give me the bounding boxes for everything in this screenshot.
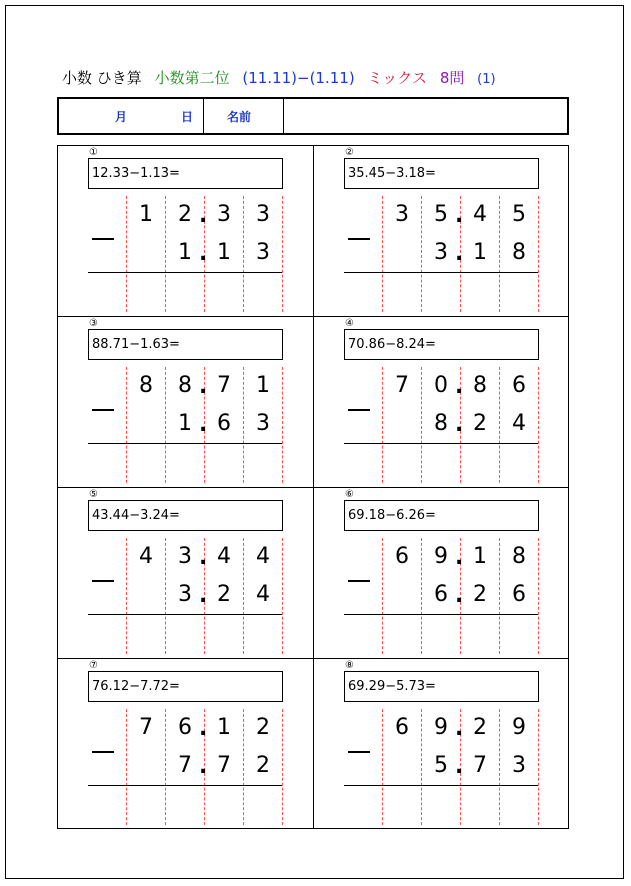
minuend-digit: 3 bbox=[178, 544, 192, 569]
column-guide-line bbox=[282, 367, 283, 483]
minuend-digit: 2 bbox=[178, 202, 192, 227]
problem-cell bbox=[314, 146, 569, 317]
minuend-digit: 1 bbox=[217, 715, 231, 740]
answer-rule bbox=[344, 614, 538, 615]
problem-number: ④ bbox=[345, 318, 354, 329]
subtrahend-digit: 1 bbox=[473, 240, 487, 265]
decimal-point: . bbox=[199, 203, 208, 228]
subtrahend-digit: 2 bbox=[256, 753, 270, 778]
subtrahend-digit: 2 bbox=[473, 582, 487, 607]
minus-sign bbox=[348, 751, 370, 753]
decimal-point: . bbox=[455, 241, 464, 266]
column-guide-line bbox=[538, 709, 539, 825]
minuend-digit: 1 bbox=[473, 544, 487, 569]
subtrahend-digit: 3 bbox=[178, 582, 192, 607]
problem-cell bbox=[58, 317, 313, 488]
decimal-point: . bbox=[199, 374, 208, 399]
minuend-digit: 8 bbox=[178, 373, 192, 398]
minus-sign bbox=[348, 409, 370, 411]
minuend-digit: 9 bbox=[434, 544, 448, 569]
decimal-point: . bbox=[455, 412, 464, 437]
decimal-point: . bbox=[455, 716, 464, 741]
subtrahend-digit: 5 bbox=[434, 753, 448, 778]
answer-rule bbox=[88, 272, 282, 273]
minuend-digit: 0 bbox=[434, 373, 448, 398]
minuend-digit: 8 bbox=[139, 373, 153, 398]
problem-expression: 76.12−7.72= bbox=[88, 671, 283, 702]
problem-expression: 69.29−5.73= bbox=[344, 671, 539, 702]
problem-number: ① bbox=[89, 147, 98, 158]
problem-expression: 35.45−3.18= bbox=[344, 158, 539, 189]
decimal-point: . bbox=[455, 374, 464, 399]
subtrahend-digit: 7 bbox=[217, 753, 231, 778]
minuend-digit: 6 bbox=[512, 373, 526, 398]
month-label: 月 bbox=[115, 110, 128, 124]
column-guide-line bbox=[538, 196, 539, 312]
minuend-digit: 2 bbox=[256, 715, 270, 740]
header-divider bbox=[203, 99, 204, 133]
subtrahend-digit: 3 bbox=[256, 240, 270, 265]
minuend-digit: 7 bbox=[217, 373, 231, 398]
minuend-digit: 1 bbox=[139, 202, 153, 227]
problem-expression: 12.33−1.13= bbox=[88, 158, 283, 189]
subtrahend-digit: 2 bbox=[473, 411, 487, 436]
title-count: 8問 bbox=[439, 69, 465, 87]
decimal-point: . bbox=[199, 412, 208, 437]
minuend-digit: 4 bbox=[139, 544, 153, 569]
problem-number: ③ bbox=[89, 318, 98, 329]
minuend-digit: 4 bbox=[473, 202, 487, 227]
title-range: (11.11)−(1.11) bbox=[242, 69, 355, 87]
column-guide-line bbox=[538, 538, 539, 654]
decimal-point: . bbox=[199, 754, 208, 779]
subtrahend-digit: 3 bbox=[434, 240, 448, 265]
column-guide-line bbox=[282, 196, 283, 312]
subtrahend-digit: 1 bbox=[178, 240, 192, 265]
day-label: 日 bbox=[181, 110, 194, 124]
problem-cell bbox=[314, 317, 569, 488]
minuend-digit: 6 bbox=[395, 544, 409, 569]
minuend-digit: 8 bbox=[473, 373, 487, 398]
minuend-digit: 2 bbox=[473, 715, 487, 740]
subtrahend-digit: 1 bbox=[178, 411, 192, 436]
answer-rule bbox=[344, 272, 538, 273]
minuend-digit: 1 bbox=[256, 373, 270, 398]
problem-cell bbox=[58, 146, 313, 317]
column-guide-line bbox=[282, 709, 283, 825]
minuend-digit: 7 bbox=[395, 373, 409, 398]
minus-sign bbox=[348, 238, 370, 240]
problem-number: ⑦ bbox=[89, 660, 98, 671]
subtrahend-digit: 3 bbox=[512, 753, 526, 778]
answer-rule bbox=[344, 443, 538, 444]
minuend-digit: 9 bbox=[512, 715, 526, 740]
minus-sign bbox=[92, 409, 114, 411]
column-guide-line bbox=[282, 538, 283, 654]
decimal-point: . bbox=[455, 754, 464, 779]
answer-rule bbox=[344, 785, 538, 786]
decimal-point: . bbox=[199, 241, 208, 266]
subtrahend-digit: 6 bbox=[512, 582, 526, 607]
header-divider bbox=[283, 99, 284, 133]
minuend-digit: 3 bbox=[217, 202, 231, 227]
subtrahend-digit: 4 bbox=[512, 411, 526, 436]
title-level: 小数第二位 bbox=[154, 69, 230, 87]
problem-number: ② bbox=[345, 147, 354, 158]
minuend-digit: 6 bbox=[395, 715, 409, 740]
problem-cell bbox=[314, 659, 569, 830]
problem-cell bbox=[58, 659, 313, 830]
minuend-digit: 7 bbox=[139, 715, 153, 740]
name-label: 名前 bbox=[227, 110, 252, 124]
problems-grid bbox=[57, 145, 569, 829]
subtrahend-digit: 6 bbox=[217, 411, 231, 436]
problem-number: ⑧ bbox=[345, 660, 354, 671]
subtrahend-digit: 4 bbox=[256, 582, 270, 607]
subtrahend-digit: 8 bbox=[512, 240, 526, 265]
subtrahend-digit: 1 bbox=[217, 240, 231, 265]
minuend-digit: 6 bbox=[178, 715, 192, 740]
problem-expression: 88.71−1.63= bbox=[88, 329, 283, 360]
subtrahend-digit: 7 bbox=[473, 753, 487, 778]
problem-number: ⑥ bbox=[345, 489, 354, 500]
subtrahend-digit: 6 bbox=[434, 582, 448, 607]
minus-sign bbox=[92, 580, 114, 582]
title-mix: ミックス bbox=[367, 69, 428, 87]
column-guide-line bbox=[538, 367, 539, 483]
subtrahend-digit: 7 bbox=[178, 753, 192, 778]
decimal-point: . bbox=[455, 203, 464, 228]
minuend-digit: 3 bbox=[395, 202, 409, 227]
decimal-point: . bbox=[199, 545, 208, 570]
minuend-digit: 8 bbox=[512, 544, 526, 569]
minuend-digit: 4 bbox=[217, 544, 231, 569]
minuend-digit: 4 bbox=[256, 544, 270, 569]
problem-cell bbox=[314, 488, 569, 659]
answer-rule bbox=[88, 443, 282, 444]
minus-sign bbox=[92, 238, 114, 240]
subtrahend-digit: 8 bbox=[434, 411, 448, 436]
title-sheet-number: (1) bbox=[477, 72, 496, 87]
answer-rule bbox=[88, 785, 282, 786]
problem-expression: 70.86−8.24= bbox=[344, 329, 539, 360]
title-topic: 小数 ひき算 bbox=[62, 69, 142, 87]
decimal-point: . bbox=[455, 583, 464, 608]
subtrahend-digit: 3 bbox=[256, 411, 270, 436]
minuend-digit: 3 bbox=[256, 202, 270, 227]
answer-rule bbox=[88, 614, 282, 615]
decimal-point: . bbox=[199, 583, 208, 608]
minuend-digit: 5 bbox=[512, 202, 526, 227]
problem-expression: 69.18−6.26= bbox=[344, 500, 539, 531]
minus-sign bbox=[348, 580, 370, 582]
worksheet-title bbox=[62, 68, 504, 90]
decimal-point: . bbox=[199, 716, 208, 741]
minuend-digit: 9 bbox=[434, 715, 448, 740]
subtrahend-digit: 2 bbox=[217, 582, 231, 607]
minuend-digit: 5 bbox=[434, 202, 448, 227]
problem-expression: 43.44−3.24= bbox=[88, 500, 283, 531]
decimal-point: . bbox=[455, 545, 464, 570]
minus-sign bbox=[92, 751, 114, 753]
problem-number: ⑤ bbox=[89, 489, 98, 500]
problem-cell bbox=[58, 488, 313, 659]
name-date-header bbox=[57, 97, 569, 135]
